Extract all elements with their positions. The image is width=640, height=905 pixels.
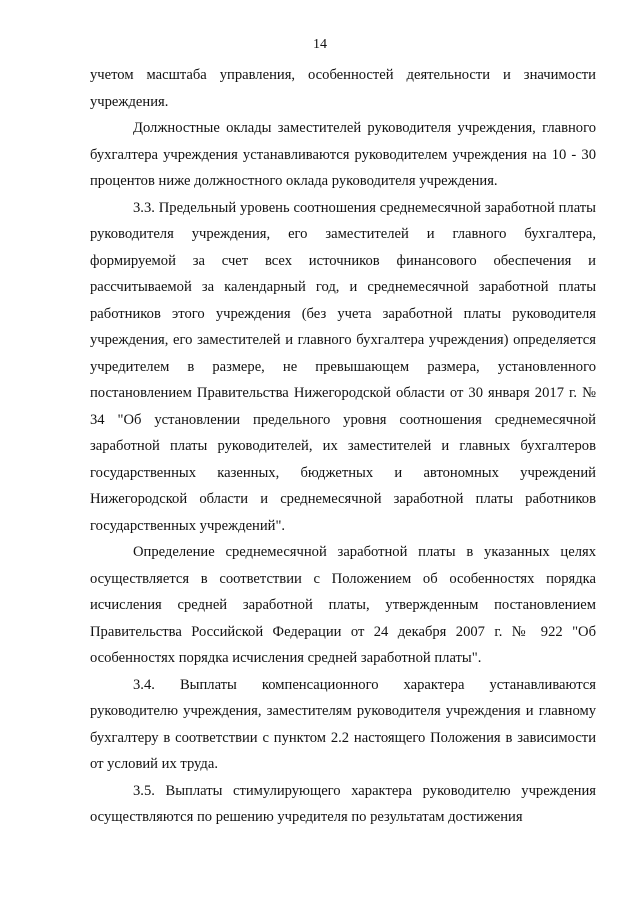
paragraph-section-3-5: 3.5. Выплаты стимулирующего характера руководителю учреждения осуществляются по решению учредителя по результатам достижения [90,782,596,825]
document-body [90,62,596,831]
paragraph-section-3-3: 3.3. Предельный уровень соотношения среднемесячной заработной платы руководителя учреждения, его заместителей и главного бухгалтера, формируемой за счет всех источников финансового обеспечения и рассчитываемой за календарный год, и среднемесячной заработной платы работников этого учреждения (без учета заработной платы руководителя учреждения, его заместителей и главного бухгалтера учреждения) определяется учредителем в размере, не превышающем размера, установленного постановлением Правительства Нижегородской области от 30 января 2017 г. № 34 "Об установлении предельного уровня соотношения среднемесячной заработной платы руководителей, их заместителей и главных бухгалтеров государственных казенных, бюджетных и автономных учреждений Нижегородской области и среднемесячной заработной платы работников государственных учреждений". [90,199,596,534]
page-number: 14 [313,37,327,52]
paragraph-section-3-4: 3.4. Выплаты компенсационного характера устанавливаются руководителю учреждения, заместителям руководителя учреждения и главному бухгалтеру в соответствии с пунктом 2.2 настоящего Положения в зависимости от условий их труда. [90,676,596,772]
paragraph-deputy-salaries: Должностные оклады заместителей руководителя учреждения, главного бухгалтера учреждения устанавливаются руководителем учреждения на 10 - 30 процентов ниже должностного оклада руководителя учреждения. [90,120,596,189]
paragraph-continuation: учетом масштаба управления, особенностей деятельности и значимости учреждения. [90,67,596,110]
paragraph-average-salary-definition: Определение среднемесячной заработной платы в указанных целях осуществляется в соответствии с Положением об особенностях порядка исчисления средней заработной платы, утвержденным постановлением Правительства Российской Федерации от 24 декабря 2007 г. № 922 "Об особенностях порядка исчисления средней заработной платы". [90,544,596,666]
